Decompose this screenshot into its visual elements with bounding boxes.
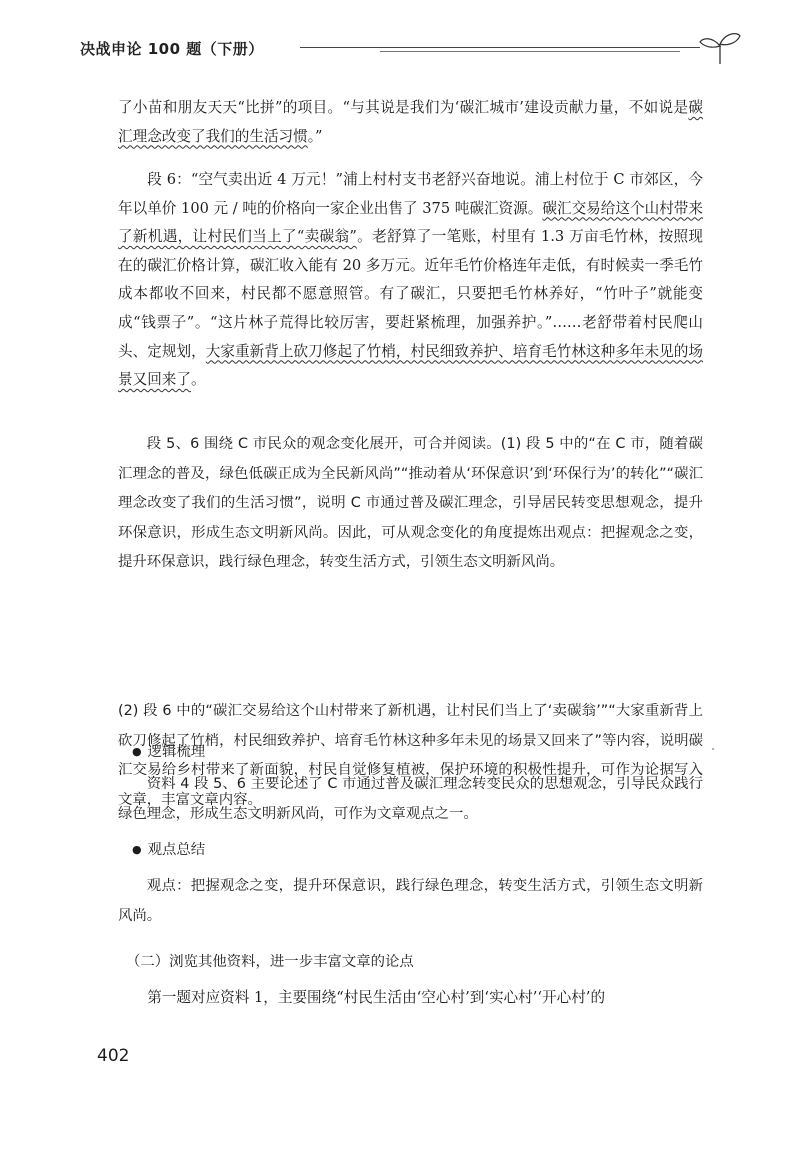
scan-speck: [712, 748, 714, 750]
bullet-dot-icon: ●: [132, 843, 142, 856]
bullet-dot-icon: ●: [132, 745, 142, 758]
section-subheading: （二）浏览其他资料，进一步丰富文章的论点: [126, 954, 414, 970]
p2-text-e: 。: [190, 371, 206, 389]
p2-emphasis-1: 碳汇交易给这个山村带来了新机遇，让村民们当上了“卖碳翁”: [118, 199, 703, 246]
p2-emphasis-2: 大家重新背上砍刀修起了竹梢，村民细致养护、培育毛竹林这种多年未见的场景又回来了: [118, 342, 703, 389]
header-rule-secondary: [380, 51, 680, 52]
viewpoint-paragraph: 观点：把握观念之变，提升环保意识，践行绿色理念，转变生活方式，引领生态文明新风尚。: [118, 878, 703, 924]
sprout-icon: [696, 30, 744, 66]
analysis-paragraph-2: (2) 段 6 中的“碳汇交易给这个山村带来了新机遇，让村民们当上了‘卖碳翁’”“大家重新背上砍刀修起了竹梢，村民细致养护、培育毛竹林这种多年未见的场景又回来了”等内容，说明碳汇交易给乡村带来了新面貌，村民自觉修复植被，保护环境的积极性提升，可作为论据写入文章，丰富文章内容。: [118, 703, 703, 808]
bullet-heading-logic: [132, 740, 205, 761]
bullet-heading-logic-label: 逻辑梳理: [147, 744, 206, 760]
paragraph-continuation: [118, 94, 703, 151]
paragraph-first-question: 第一题对应资料 1，主要围绕“村民生活由‘空心村’到‘实心村’‘开心村’的: [147, 989, 606, 1006]
paragraph-section-6: [118, 166, 703, 395]
logic-summary-paragraph: 资料 4 段 5、6 主要论述了 C 市通过普及碳汇理念转变民众的思想观念，引导民众践行绿色理念，形成生态文明新风尚，可作为文章观点之一。: [118, 776, 703, 822]
page-header: [60, 30, 740, 70]
book-title: 决战申论 100 题（下册）: [80, 40, 264, 58]
analysis-paragraph-1: 段 5、6 围绕 C 市民众的观念变化展开，可合并阅读。(1) 段 5 中的“在 C 市，随着碳汇理念的普及，绿色低碳正成为全民新风尚”“推动着从‘环保意识’到‘环保行为’的转化”“碳汇理念改变了我们的生活习惯”，说明 C 市通过普及碳汇理念，引导居民转变思想观念，提升环保意识，形成生态文明新风尚。因此，可从观念变化的角度提炼出观点：把握观念之变，提升环保意识，践行绿色理念，转变生活方式，引领生态文明新风尚。: [118, 436, 703, 571]
bullet-heading-viewpoint: [132, 838, 205, 859]
p1-text-c: 。”: [307, 127, 323, 145]
page-number: 402: [97, 1046, 130, 1066]
header-rule: [300, 47, 700, 48]
p1-text-a: 了小苗和朋友天天“比拼”的项目。“与其说是我们为‘碳汇城市’建设贡献力量，不如说是: [118, 99, 689, 116]
bullet-heading-viewpoint-label: 观点总结: [147, 842, 206, 858]
p2-text-a: 段 6：“空气卖出近 4 万元！”浦上村村支书老舒兴奋地说。浦上村位于 C 市郊区，今年以单价 100 元 / 吨的价格向一家企业出售了 375 吨碳汇资源。: [118, 171, 703, 217]
p1-emphasis: 碳汇理念改变了我们的生活习惯: [118, 99, 703, 145]
p2-text-c: 。老舒算了一笔账，村里有 1.3 万亩毛竹林，按照现在的碳汇价格计算，碳汇收入能有 20 多万元。近年毛竹价格连年走低，有时候卖一季毛竹成本都收不回来，村民都不愿意照管。有了碳汇，只要把毛竹林养好，“竹叶子”就能变成“钱票子”。“这片林子荒得比较厉害，要赶紧梳理，加强养护。”……老舒带着村民爬山头、定规划，: [118, 228, 703, 360]
